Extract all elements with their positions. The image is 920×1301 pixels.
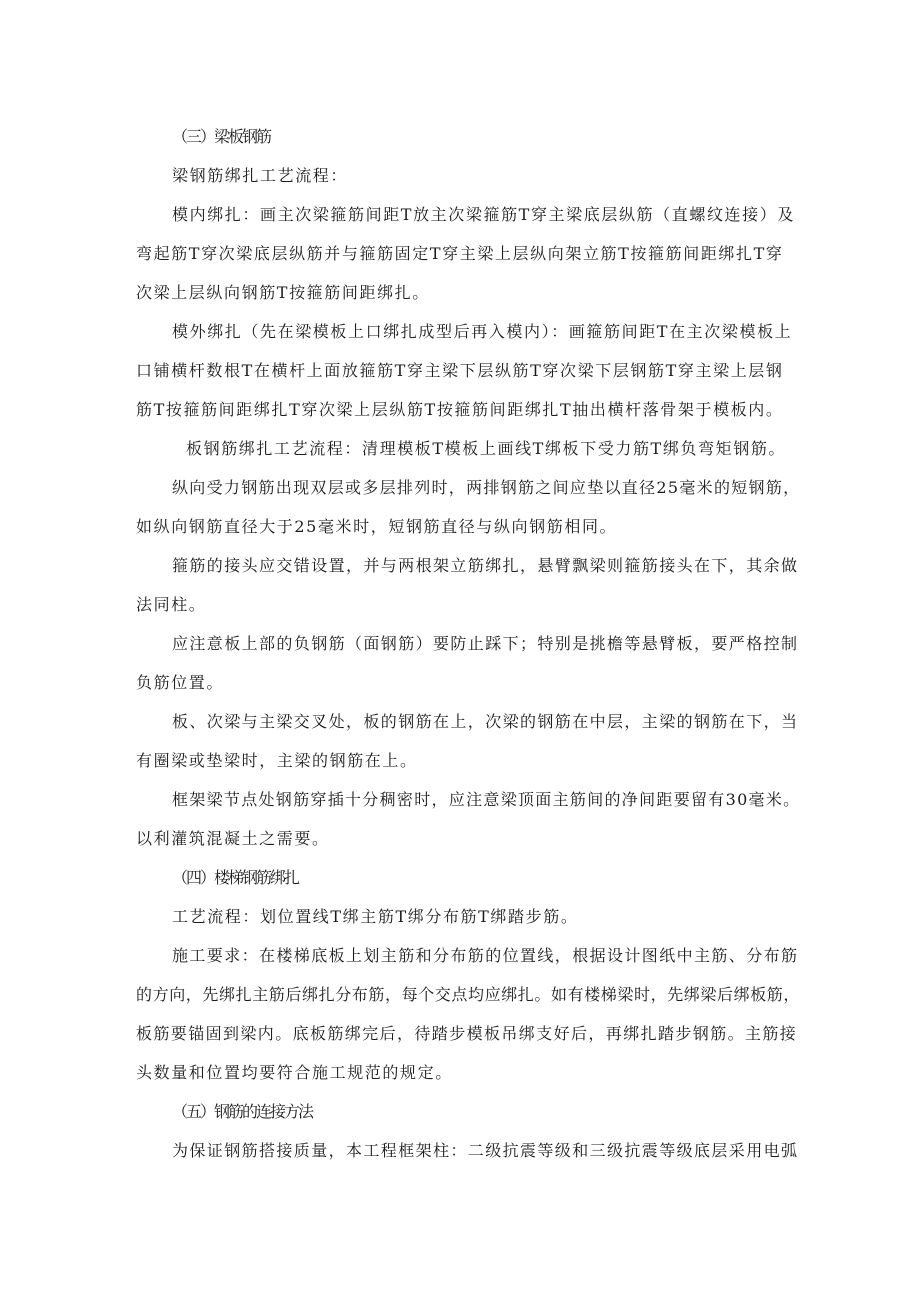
paragraph-line: 口铺横杆数根T在横杆上面放箍筋T穿主梁下层纵筋T穿次梁下层钢筋T穿主梁上层钢 bbox=[136, 361, 784, 380]
section-heading-rebar-connection: （五）钢筋的连接方法 bbox=[172, 1102, 313, 1121]
paragraph-line: 法同柱。 bbox=[136, 595, 207, 614]
paragraph-line: 模外绑扎（先在梁模板上口绑扎成型后再入模内）：画箍筋间距T在主次梁模板上 bbox=[172, 322, 793, 341]
paragraph-line: 应注意板上部的负钢筋（面钢筋）要防止踩下；特别是挑檐等悬臂板，要严格控制 bbox=[172, 634, 799, 653]
paragraph-line: 如纵向钢筋直径大于25毫米时，短钢筋直径与纵向钢筋相同。 bbox=[136, 517, 618, 536]
paragraph-line: 板筋要锚固到梁内。底板筋绑完后，待踏步模板吊绑支好后，再绑扎踏步钢筋。主筋接 bbox=[136, 1024, 798, 1043]
paragraph-line: 负筋位置。 bbox=[136, 673, 225, 692]
paragraph-line: 弯起筋T穿次梁底层纵筋并与箍筋固定T穿主梁上层纵向架立筋T按箍筋间距绑扎T穿 bbox=[136, 244, 784, 263]
paragraph-line: 箍筋的接头应交错设置，并与两根架立筋绑扎，悬臂飘梁则箍筋接头在下，其余做 bbox=[172, 556, 799, 575]
paragraph-line: 梁钢筋绑扎工艺流程： bbox=[172, 166, 349, 185]
paragraph-line: 的方向，先绑扎主筋后绑扎分布筋，每个交点均应绑扎。如有楼梯梁时，先绑梁后绑板筋， bbox=[136, 985, 801, 1004]
paragraph-line: 次梁上层纵向钢筋T按箍筋间距绑扎。 bbox=[136, 283, 430, 302]
paragraph-line: 板钢筋绑扎工艺流程：清理模板T模板上画线T绑板下受力筋T绑负弯矩钢筋。 bbox=[186, 439, 787, 458]
paragraph-line: 为保证钢筋搭接质量，本工程框架柱：二级抗震等级和三级抗震等级底层采用电弧 bbox=[172, 1141, 799, 1160]
paragraph-line: 框架梁节点处钢筋穿插十分稠密时，应注意梁顶面主筋间的净间距要留有30毫米。 bbox=[172, 790, 801, 809]
paragraph-line: 模内绑扎：画主次梁箍筋间距T放主次梁箍筋T穿主梁底层纵筋（直螺纹连接）及 bbox=[172, 205, 795, 224]
paragraph-line: 纵向受力钢筋出现双层或多层排列时，两排钢筋之间应垫以直径25毫米的短钢筋， bbox=[172, 478, 801, 497]
section-heading-beam-slab-rebar: （三）梁板钢筋 bbox=[172, 127, 271, 146]
paragraph-line: 头数量和位置均要符合施工规范的规定。 bbox=[136, 1063, 453, 1082]
paragraph-line: 筋T按箍筋间距绑扎T穿次梁上层纵筋T按箍筋间距绑扎T抽出横杆落骨架于模板内。 bbox=[136, 400, 784, 419]
section-heading-stair-rebar: （四）楼梯钢筋绑扎 bbox=[172, 868, 299, 887]
paragraph-line: 工艺流程：划位置线T绑主筋T绑分布筋T绑踏步筋。 bbox=[172, 907, 579, 926]
paragraph-line: 板、次梁与主梁交叉处，板的钢筋在上，次梁的钢筋在中层，主梁的钢筋在下，当 bbox=[172, 712, 799, 731]
paragraph-line: 有圈梁或垫梁时，主梁的钢筋在上。 bbox=[136, 751, 418, 770]
paragraph-line: 施工要求：在楼梯底板上划主筋和分布筋的位置线，根据设计图纸中主筋、分布筋 bbox=[172, 946, 799, 965]
paragraph-line: 以利灌筑混凝土之需要。 bbox=[136, 829, 330, 848]
